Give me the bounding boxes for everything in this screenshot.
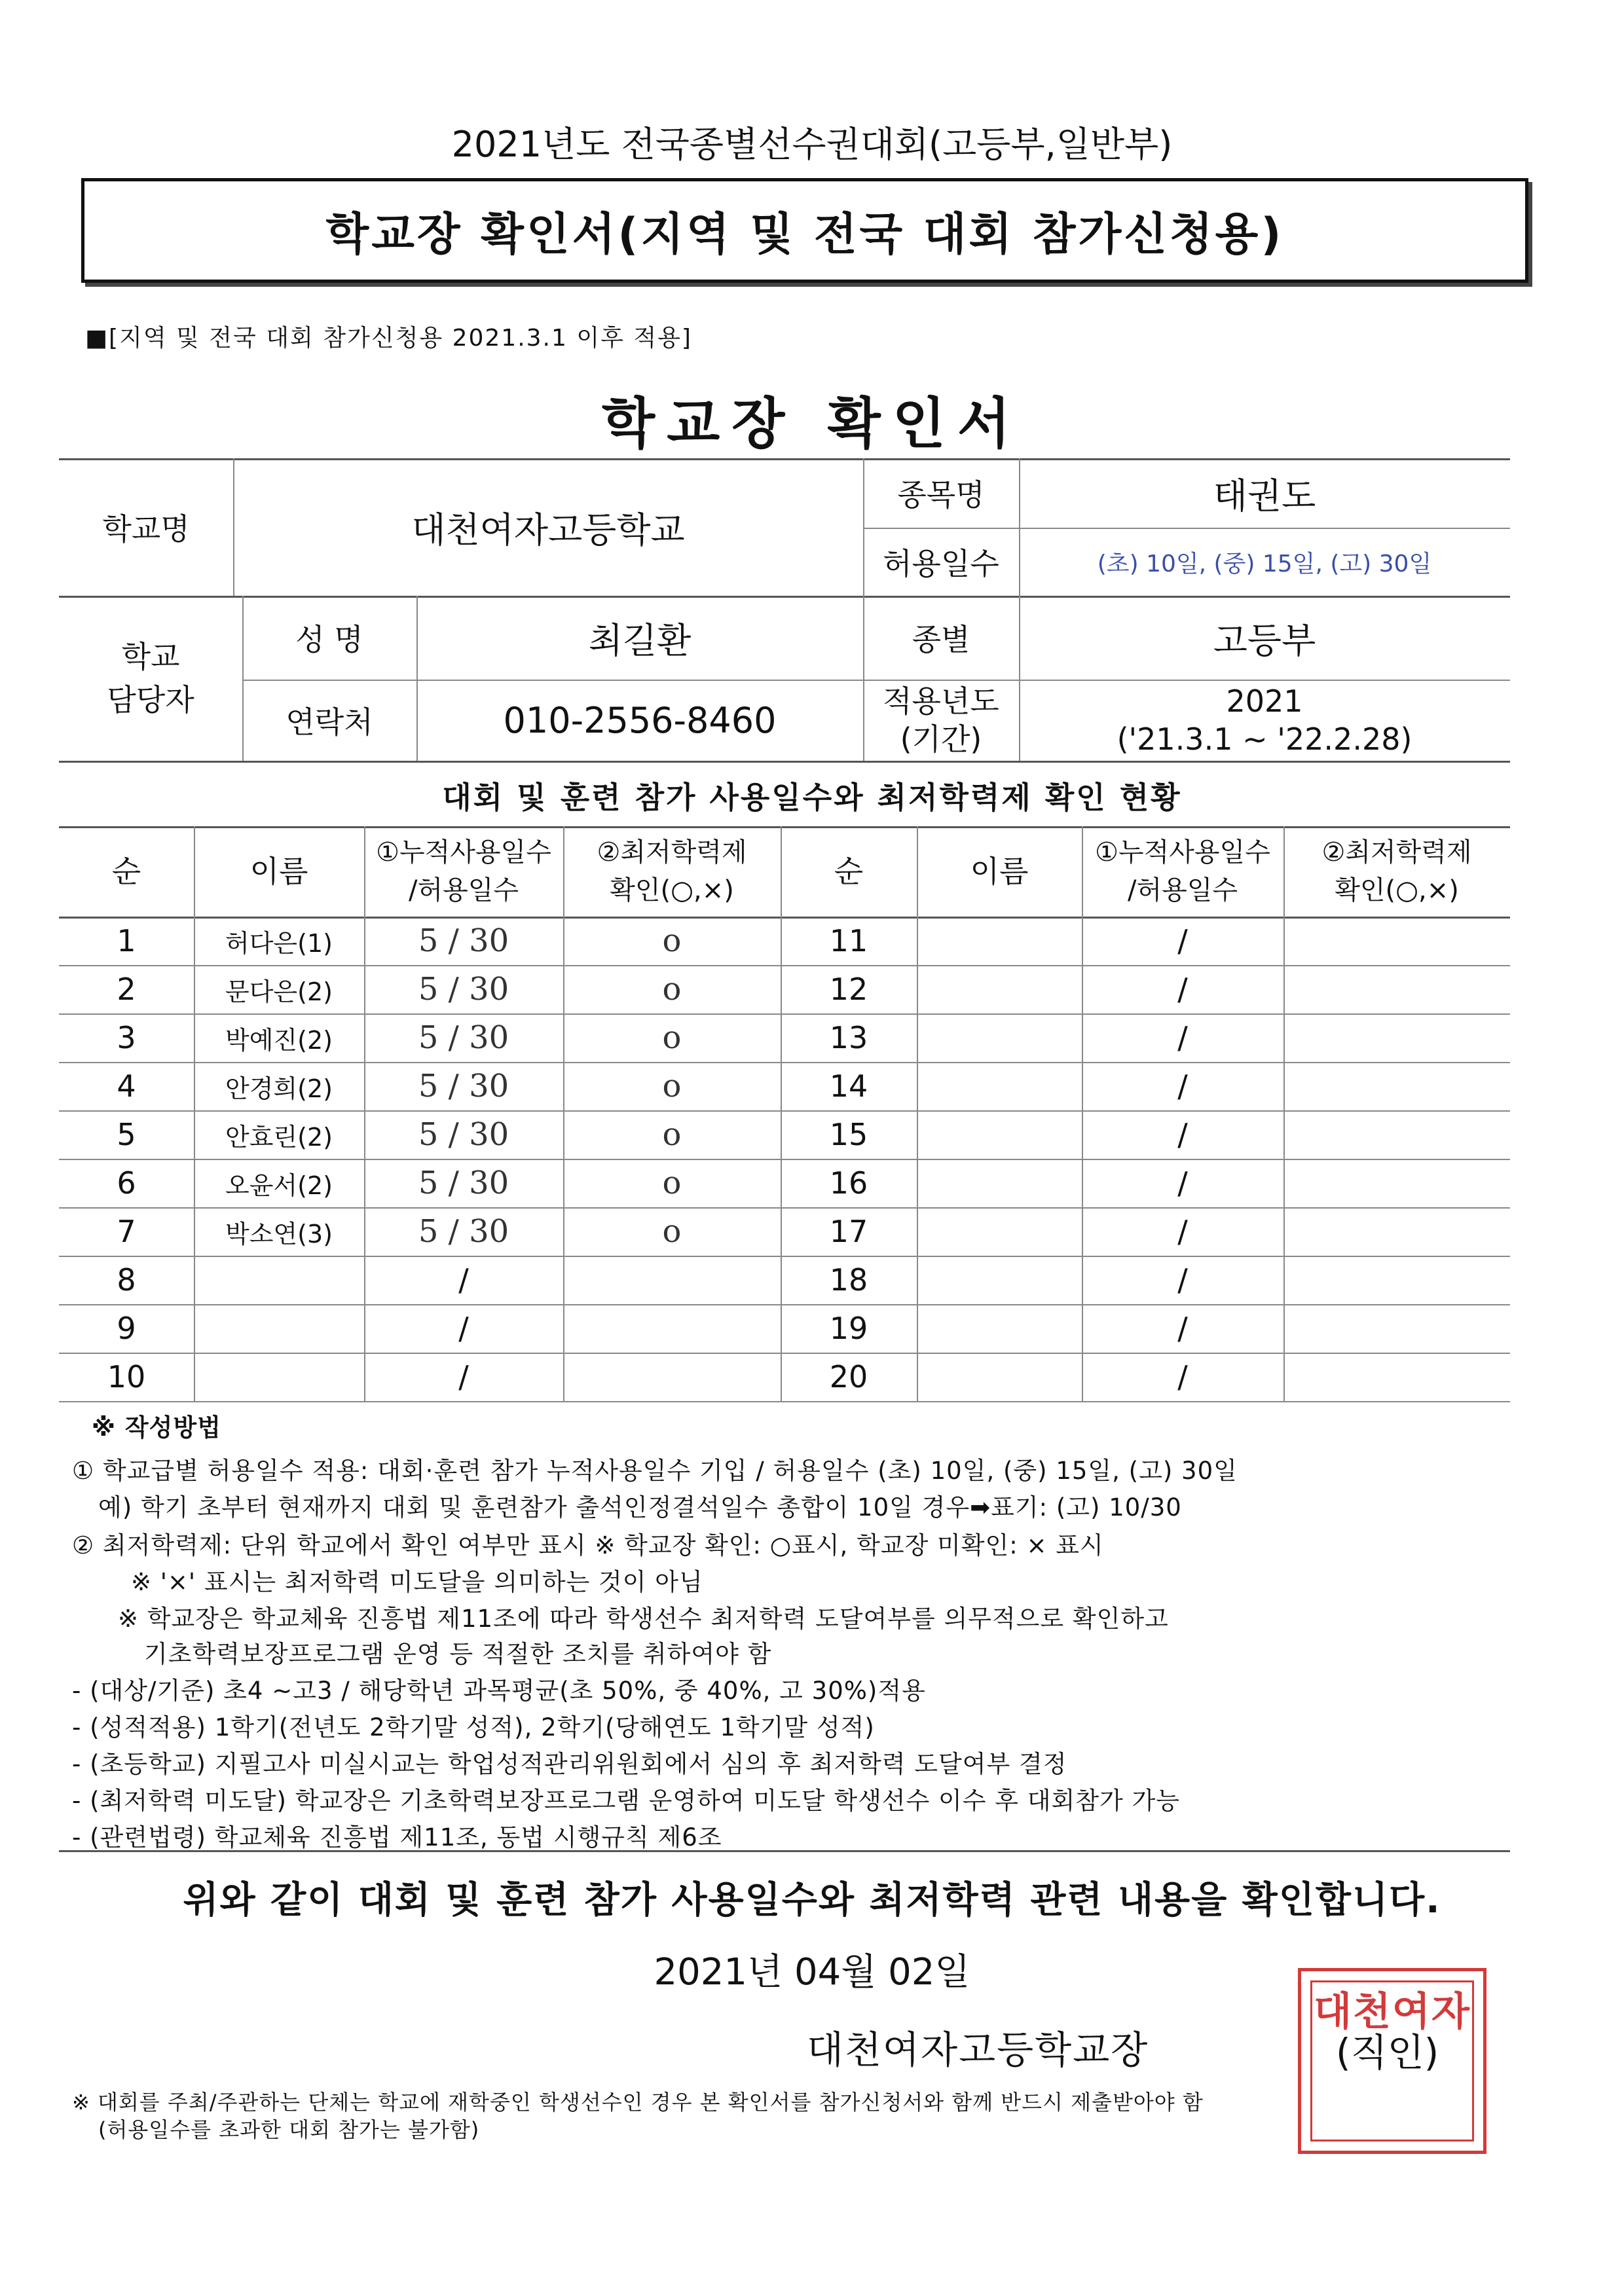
row-athlete-name — [917, 965, 1082, 1013]
division-value: 고등부 — [1213, 619, 1316, 661]
header-min-left — [563, 826, 781, 917]
instruction-line: ※ 학교장은 학교체육 진흥법 제11조에 따라 학생선수 최저학력 도달여부를 의무적으로 확인하고 — [118, 1605, 1169, 1633]
row-number: 17 — [829, 1214, 868, 1249]
row-number: 20 — [829, 1359, 868, 1394]
row-days-used: / — [1177, 1214, 1188, 1249]
row-number: 10 — [107, 1359, 146, 1394]
footnote-1: ※ 대회를 주최/주관하는 단체는 학교에 재학중인 학생선수인 경우 본 확인서를 참가신청서와 함께 반드시 제출받아야 함 — [72, 2090, 1204, 2115]
row-min-check — [1283, 1062, 1510, 1110]
row-athlete-name: 박예진(2) — [225, 1025, 333, 1055]
row-number: 12 — [829, 972, 868, 1007]
header-min-line2: 확인(○,×) — [1335, 875, 1459, 905]
row-athlete-name — [917, 1207, 1082, 1256]
row-number: 7 — [117, 1214, 136, 1249]
footnote-2: (허용일수를 초과한 대회 참가는 불가함) — [98, 2117, 480, 2142]
row-min-check: o — [662, 1068, 682, 1104]
row-number: 14 — [829, 1068, 868, 1104]
allowed-days-label: 허용일수 — [883, 546, 999, 581]
school-name-value: 대천여자고등학교 — [411, 509, 685, 551]
person-name-value: 최길환 — [588, 619, 692, 661]
row-number: 18 — [829, 1262, 868, 1298]
row-athlete-name — [917, 1304, 1082, 1353]
row-athlete-name: 문다은(2) — [225, 977, 333, 1006]
row-athlete-name: 안효린(2) — [225, 1122, 333, 1152]
period-label-line1: 적용년도 — [883, 683, 999, 719]
row-days-used: / — [1177, 1068, 1188, 1104]
header-min-line1: ②최저학력제 — [597, 837, 747, 867]
header-days-left — [364, 826, 563, 917]
row-min-check — [563, 1304, 781, 1353]
row-athlete-name: 안경희(2) — [225, 1074, 333, 1103]
row-athlete-name — [194, 1304, 364, 1353]
row-days-used: 5 / 30 — [418, 1116, 509, 1153]
instruction-line: - (대상/기준) 초4 ~고3 / 해당학년 과목평균(초 50%, 중 40%, 고 30%)적용 — [72, 1677, 926, 1705]
row-number: 1 — [117, 923, 136, 958]
instruction-line: - (관련법령) 학교체육 진흥법 제11조, 동법 시행규칙 제6조 — [72, 1823, 722, 1851]
header-days-right — [1082, 826, 1283, 917]
instruction-line: 예) 학기 초부터 현재까지 대회 및 훈련참가 출석인정결석일수 총합이 10일 경우➡표기: (고) 10/30 — [98, 1493, 1182, 1522]
instructions-heading: ※ 작성방법 — [92, 1413, 221, 1442]
header-name-right: 이름 — [970, 854, 1029, 889]
header-days-line2: /허용일수 — [408, 875, 519, 905]
instruction-line: - (성적적용) 1학기(전년도 2학기말 성적), 2학기(당해연도 1학기말 성적) — [72, 1713, 875, 1741]
manager-label — [59, 596, 242, 761]
row-min-check — [563, 1353, 781, 1401]
row-days-used: / — [1177, 1262, 1188, 1298]
row-athlete-name — [917, 1110, 1082, 1159]
instruction-line: - (초등학교) 지필고사 미실시교는 학업성적관리위원회에서 심의 후 최저학력 도달여부 결정 — [72, 1750, 1067, 1778]
row-days-used: / — [1177, 1020, 1188, 1055]
contact-label: 연락처 — [286, 704, 373, 740]
row-days-used: 5 / 30 — [418, 922, 509, 959]
row-number: 9 — [117, 1311, 136, 1346]
row-number: 2 — [117, 972, 136, 1007]
row-days-used: / — [1177, 972, 1188, 1007]
row-number: 6 — [117, 1165, 136, 1201]
row-min-check: o — [662, 922, 682, 959]
row-athlete-name — [917, 917, 1082, 965]
row-days-used: / — [458, 1262, 469, 1298]
row-min-check — [1283, 1256, 1510, 1304]
person-name-label: 성 명 — [295, 622, 363, 657]
period-value — [1019, 680, 1510, 761]
row-min-check — [1283, 1304, 1510, 1353]
row-days-used: / — [1177, 923, 1188, 958]
row-days-used: 5 / 30 — [418, 1019, 509, 1056]
row-number: 8 — [117, 1262, 136, 1298]
sport-value: 태권도 — [1213, 475, 1316, 517]
row-min-check — [1283, 1159, 1510, 1207]
row-athlete-name: 박소연(3) — [225, 1219, 333, 1248]
period-range: ('21.3.1 ~ '22.2.28) — [1116, 721, 1412, 757]
row-athlete-name: 오윤서(2) — [225, 1171, 333, 1200]
row-number: 13 — [829, 1020, 868, 1055]
row-days-used: / — [458, 1359, 469, 1394]
row-min-check: o — [662, 1165, 682, 1201]
row-number: 3 — [117, 1020, 136, 1055]
instruction-line: ② 최저학력제: 단위 학교에서 확인 여부만 표시 ※ 학교장 확인: ○표시, 학교장 미확인: × 표시 — [72, 1531, 1104, 1559]
row-min-check: o — [662, 1116, 682, 1153]
row-number: 16 — [829, 1165, 868, 1201]
header-days-line1: ①누적사용일수 — [1095, 837, 1270, 867]
period-year: 2021 — [1226, 683, 1303, 719]
period-label-line2: (기간) — [900, 721, 982, 757]
row-days-used: 5 / 30 — [418, 1165, 509, 1201]
issue-date: 2021년 04월 02일 — [654, 1951, 970, 1994]
row-min-check: o — [662, 971, 682, 1008]
row-athlete-name: 허다은(1) — [225, 928, 333, 958]
page-title: 학교장 확인서 — [601, 392, 1023, 456]
row-athlete-name — [917, 1062, 1082, 1110]
row-days-used: 5 / 30 — [418, 1213, 509, 1250]
row-athlete-name — [917, 1013, 1082, 1062]
row-min-check — [1283, 1110, 1510, 1159]
row-min-check — [1283, 1013, 1510, 1062]
division-label: 종별 — [912, 622, 970, 657]
header-days-line1: ①누적사용일수 — [376, 837, 551, 867]
header-days-line2: /허용일수 — [1127, 875, 1238, 905]
confirmation-statement: 위와 같이 대회 및 훈련 참가 사용일수와 최저학력 관련 내용을 확인합니다. — [183, 1879, 1441, 1922]
instruction-line: 기초학력보장프로그램 운영 등 적절한 조치를 취하여야 함 — [144, 1640, 772, 1668]
header-seq-left: 순 — [111, 854, 141, 889]
row-number: 4 — [117, 1068, 136, 1104]
school-name-label: 학교명 — [102, 511, 190, 547]
row-min-check — [563, 1256, 781, 1304]
row-athlete-name — [917, 1256, 1082, 1304]
period-label — [863, 680, 1019, 761]
row-number: 19 — [829, 1311, 868, 1346]
row-number: 5 — [117, 1117, 136, 1152]
instruction-line: ① 학교급별 허용일수 적용: 대회·훈련 참가 누적사용일수 기입 / 허용일수 (초) 10일, (중) 15일, (고) 30일 — [72, 1457, 1238, 1485]
row-min-check: o — [662, 1019, 682, 1056]
row-days-used: / — [1177, 1359, 1188, 1394]
row-days-used: / — [1177, 1311, 1188, 1346]
header-min-line1: ②최저학력제 — [1321, 837, 1472, 867]
row-athlete-name — [917, 1159, 1082, 1207]
row-days-used: / — [1177, 1117, 1188, 1152]
header-seq-right: 순 — [834, 854, 864, 889]
document-title: 학교장 확인서(지역 및 전국 대회 참가신청용) — [325, 208, 1284, 261]
row-min-check — [1283, 917, 1510, 965]
manager-label-line1: 학교 — [121, 639, 180, 674]
row-min-check — [1283, 1353, 1510, 1401]
row-number: 15 — [829, 1117, 868, 1152]
row-min-check — [1283, 1207, 1510, 1256]
seal-label: (직인) — [1336, 2030, 1439, 2075]
row-days-used: / — [458, 1311, 469, 1346]
row-athlete-name — [194, 1353, 364, 1401]
row-days-used: 5 / 30 — [418, 1068, 509, 1104]
header-name-left: 이름 — [249, 854, 308, 889]
row-min-check: o — [662, 1213, 682, 1250]
manager-label-line2: 담당자 — [107, 682, 194, 718]
row-days-used: 5 / 30 — [418, 971, 509, 1008]
contact-value: 010-2556-8460 — [503, 699, 777, 741]
instruction-line: ※ '×' 표시는 최저학력 미도달을 의미하는 것이 아님 — [131, 1568, 703, 1596]
seal-text: 대천여자 — [1314, 1989, 1471, 2035]
allowed-days-value: (초) 10일, (중) 15일, (고) 30일 — [1097, 550, 1432, 577]
row-days-used: / — [1177, 1165, 1188, 1201]
row-min-check — [1283, 965, 1510, 1013]
application-notice: ■[지역 및 전국 대회 참가신청용 2021.3.1 이후 적용] — [85, 325, 692, 352]
row-athlete-name — [917, 1353, 1082, 1401]
row-number: 11 — [829, 923, 868, 958]
header-min-right — [1283, 826, 1510, 917]
principal-name: 대천여자고등학교장 — [807, 2028, 1149, 2072]
document-title-box — [81, 178, 1528, 283]
instruction-line: - (최저학력 미도달) 학교장은 기초학력보장프로그램 운영하여 미도달 학생선수 이수 후 대회참가 가능 — [72, 1787, 1181, 1815]
sport-label: 종목명 — [897, 477, 985, 513]
event-title: 2021년도 전국종별선수권대회(고등부,일반부) — [451, 124, 1173, 165]
status-table-title: 대회 및 훈련 참가 사용일수와 최저학력제 확인 현황 — [442, 780, 1182, 815]
row-athlete-name — [194, 1256, 364, 1304]
header-min-line2: 확인(○,×) — [610, 875, 734, 905]
